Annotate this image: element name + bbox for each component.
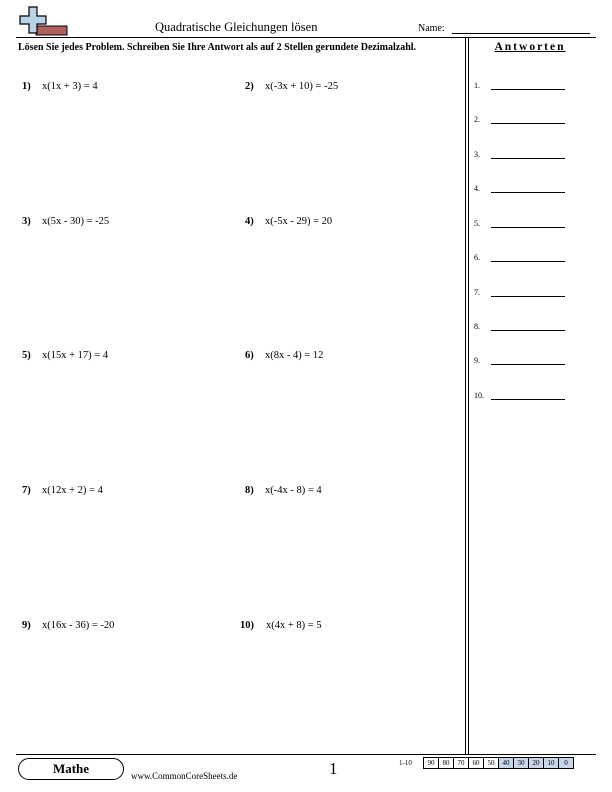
problem-8 [245, 485, 322, 496]
problem-9 [22, 620, 115, 631]
problem-5 [22, 350, 109, 361]
problem-equation: x(8x - 4) = 12 [265, 350, 324, 361]
problem-number: 3) [22, 216, 31, 227]
score-cell: 10 [544, 758, 559, 769]
problem-1 [22, 81, 98, 92]
answer-line[interactable] [491, 158, 565, 159]
answer-label: 9. [474, 356, 480, 365]
instructions: Lösen Sie jedes Problem. Schreiben Sie Ihre Antwort als auf 2 Stellen gerundete Dezimalzahl. [18, 42, 417, 53]
problem-equation: x(5x - 30) = -25 [42, 216, 110, 227]
answer-line[interactable] [491, 296, 565, 297]
problem-equation: x(-3x + 10) = -25 [265, 81, 339, 92]
score-cell: 0 [559, 758, 574, 769]
score-cell: 80 [439, 758, 454, 769]
header-divider [16, 37, 596, 38]
problem-number: 4) [245, 216, 254, 227]
answer-line[interactable] [491, 399, 565, 400]
problem-number: 5) [22, 350, 31, 361]
problem-equation: x(-5x - 29) = 20 [265, 216, 333, 227]
answer-row-10 [474, 391, 594, 405]
answer-row-9 [474, 356, 594, 370]
answer-line[interactable] [491, 330, 565, 331]
problem-number: 7) [22, 485, 31, 496]
answer-line[interactable] [491, 364, 565, 365]
name-field-line[interactable] [452, 33, 590, 34]
answer-label: 1. [474, 81, 480, 90]
score-cell: 30 [514, 758, 529, 769]
answers-title: Antworten [494, 41, 566, 53]
score-cell: 70 [454, 758, 469, 769]
problem-3 [22, 216, 110, 227]
website-url: www.CommonCoreSheets.de [131, 771, 238, 781]
answer-row-1 [474, 81, 594, 95]
score-cell: 60 [469, 758, 484, 769]
answer-row-3 [474, 150, 594, 164]
answer-row-8 [474, 322, 594, 336]
problem-number: 9) [22, 620, 31, 631]
answer-line[interactable] [491, 89, 565, 90]
answer-line[interactable] [491, 192, 565, 193]
score-cell: 50 [484, 758, 499, 769]
problem-number: 1) [22, 81, 31, 92]
subject-badge: Mathe [18, 758, 124, 780]
answer-line[interactable] [491, 123, 565, 124]
answer-label: 10. [474, 391, 484, 400]
problem-equation: x(12x + 2) = 4 [42, 485, 103, 496]
answer-row-6 [474, 253, 594, 267]
plus-logo-icon [17, 5, 69, 37]
answer-label: 7. [474, 288, 480, 297]
answer-label: 2. [474, 115, 480, 124]
answer-row-4 [474, 184, 594, 198]
score-row [397, 758, 574, 769]
problem-7 [22, 485, 103, 496]
score-cell: 20 [529, 758, 544, 769]
problem-6 [245, 350, 324, 361]
problem-equation: x(15x + 17) = 4 [42, 350, 109, 361]
problem-equation: x(4x + 8) = 5 [266, 620, 322, 631]
problem-number: 6) [245, 350, 254, 361]
score-cell: 90 [424, 758, 439, 769]
answer-line[interactable] [491, 227, 565, 228]
problem-number: 2) [245, 81, 254, 92]
page-title: Quadratische Gleichungen lösen [155, 20, 318, 34]
problem-equation: x(-4x - 8) = 4 [265, 485, 322, 496]
answer-label: 3. [474, 150, 480, 159]
problem-equation: x(1x + 3) = 4 [42, 81, 98, 92]
score-table [397, 757, 574, 769]
answer-label: 4. [474, 184, 480, 193]
problem-10 [240, 620, 322, 631]
problem-number: 8) [245, 485, 254, 496]
column-divider-left [465, 37, 466, 754]
problem-number: 10) [240, 620, 254, 631]
problem-2 [245, 81, 339, 92]
answer-label: 6. [474, 253, 480, 262]
page-number: 1 [329, 759, 338, 778]
score-range: 1-10 [399, 759, 412, 767]
score-cell: 40 [499, 758, 514, 769]
name-label: Name: [418, 23, 445, 34]
answer-label: 8. [474, 322, 480, 331]
answer-row-5 [474, 219, 594, 233]
problem-4 [245, 216, 333, 227]
footer-divider [16, 754, 596, 755]
answer-line[interactable] [491, 261, 565, 262]
column-divider-right [468, 37, 469, 754]
answer-row-2 [474, 115, 594, 129]
answer-label: 5. [474, 219, 480, 228]
problem-equation: x(16x - 36) = -20 [42, 620, 115, 631]
answer-row-7 [474, 288, 594, 302]
